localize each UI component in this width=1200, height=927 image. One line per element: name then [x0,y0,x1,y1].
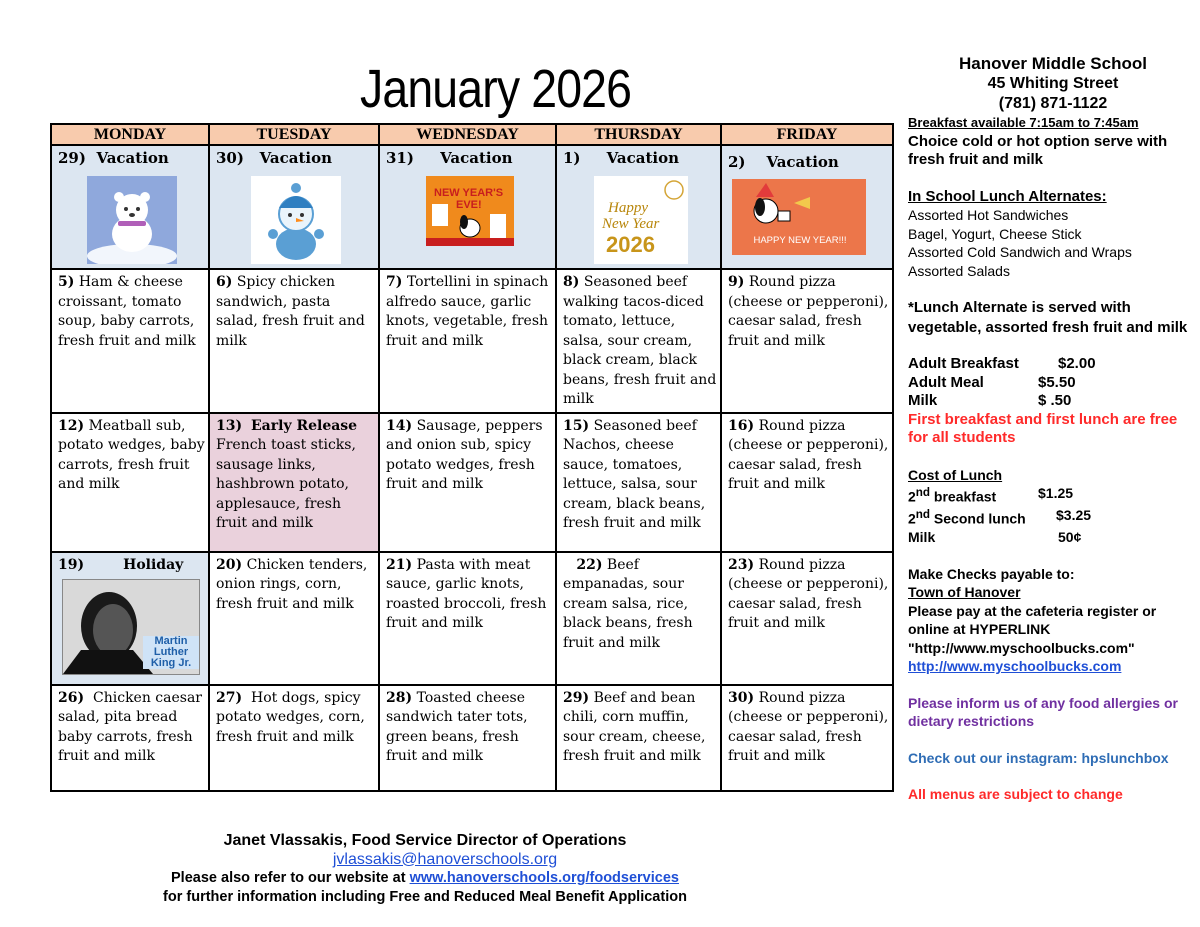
header-wednesday: WEDNESDAY [379,124,556,145]
day-number: 7) [386,274,403,290]
day-cell [51,269,209,413]
price-label: Adult Meal [908,373,984,391]
header-monday: MONDAY [51,124,209,145]
info-sidebar [908,54,1198,804]
menu-text: Round pizza (cheese or pepperoni), caesar salad, fresh fruit and milk [728,417,889,492]
day-cell [721,269,893,413]
cost-label: Milk [908,529,936,546]
menu-change-note: All menus are subject to change [908,786,1123,803]
cost-ordinal: 2 [908,510,916,527]
day-number: 14) [386,417,413,434]
day-cell [51,413,209,552]
checks-note: Make Checks payable to: [908,565,1075,582]
day-number: 2) [728,153,746,171]
day-number: 19) [58,556,85,573]
price-row [908,355,1198,374]
day-number: 5) [58,274,75,290]
director-line: Janet Vlassakis, Food Service Director of Operations [223,832,627,849]
cost-ordinal-suffix: nd [915,508,931,522]
alternate-item: Assorted Salads [908,262,1010,279]
day-number: 22) [576,556,603,573]
day-label: Vacation [766,153,839,171]
day-number: 9) [728,274,745,290]
price-value: $5.50 [1038,373,1076,391]
day-cell [209,685,379,791]
menu-text: Toasted cheese sandwich tater tots, green beans, fresh fruit and milk [386,689,528,764]
week-row [51,552,893,685]
day-number: 23) [728,556,755,573]
day-number: 21) [386,556,413,573]
calendar-title: January 2026 [360,59,632,119]
day-cell [556,145,721,269]
menu-text: Tortellini in spinach alfredo sauce, garlic knots, vegetable, fresh fruit and milk [386,274,549,349]
day-label: Vacation [96,149,169,167]
day-label: Vacation [606,149,680,167]
early-release-label: Early Release [251,417,358,434]
day-cell [379,552,556,685]
day-cell [721,552,893,685]
day-cell [379,145,556,269]
day-cell [379,685,556,791]
week-row [51,685,893,791]
menu-text: French toast sticks, sausage links, hashbrown potato, applesauce, fresh fruit and milk [216,437,356,531]
cost-row [908,484,1198,506]
day-number: 13) [216,417,243,434]
price-value: $2.00 [1058,355,1096,372]
school-phone: (781) 871-1122 [998,95,1108,112]
cost-value: $1.25 [1038,485,1074,501]
free-meals-note: First breakfast and first lunch are free for all students [908,410,1178,446]
menu-text: Ham & cheese croissant, tomato soup, baby carrots, fresh fruit and milk [58,274,196,349]
snowman-icon [251,176,341,264]
myschoolbucks-link[interactable]: http://www.myschoolbucks.com [908,658,1122,675]
menu-text: Round pizza (cheese or pepperoni), caesar salad, fresh fruit and milk [728,556,889,631]
day-cell [721,685,893,791]
instagram-note: Check out our instagram: hpslunchbox [908,749,1169,766]
day-cell [379,269,556,413]
day-cell [51,685,209,791]
week-row [51,413,893,552]
website-prefix: Please also refer to our website at [171,870,410,886]
day-number: 1) [563,149,581,167]
day-number: 6) [216,274,233,290]
happy-new-year-snoopy-image [732,179,866,255]
svg-text:New Year: New Year [601,215,659,232]
town-name: Town of Hanover [908,584,1021,601]
breakfast-hours: Breakfast available 7:15am to 7:45am [908,115,1139,130]
menu-text: Seasoned beef Nachos, cheese sauce, tomatoes, lettuce, salsa, sour cream, black beans, fresh fruit and milk [563,417,706,531]
day-cell [209,145,379,269]
week-row [51,269,893,413]
polar-bear-icon [87,176,177,264]
day-cell [209,552,379,685]
price-row [908,392,1198,411]
benefit-info: for further information including Free and Reduced Meal Benefit Application [163,888,687,905]
cost-heading: Cost of Lunch [908,466,1003,483]
day-cell [379,413,556,552]
day-label: Vacation [440,149,513,167]
holiday-label: Holiday [123,556,184,573]
day-number: 12) [58,417,85,434]
price-label: Milk [908,392,938,409]
early-release-cell [209,413,379,552]
day-number: 29) [58,149,86,167]
mlk-caption-line: Luther [153,646,189,658]
day-cell [721,145,893,269]
choice-note: Choice cold or hot option serve with fresh fruit and milk [908,132,1168,168]
footer [110,832,740,906]
happy-new-year-caption: HAPPY NEW YEAR!!! [753,235,847,246]
header-tuesday: TUESDAY [209,124,379,145]
menu-text: Beef empanadas, sour cream salsa, rice, black beans, fresh fruit and milk [563,556,693,651]
menu-text: Round pizza (cheese or pepperoni), caesar salad, fresh fruit and milk [728,689,889,764]
menu-text: Pasta with meat sauce, garlic knots, roasted broccoli, fresh fruit and milk [386,556,547,631]
weekday-header-row [51,124,893,145]
menu-text: Chicken caesar salad, pita bread baby carrots, fresh fruit and milk [58,689,202,764]
menu-text: Sausage, peppers and onion sub, spicy potato wedges, fresh fruit and milk [386,417,543,492]
alternate-note: *Lunch Alternate is served with vegetable, assorted fresh fruit and milk [908,299,1188,336]
menu-text: Meatball sub, potato wedges, baby carrots, fresh fruit and milk [58,417,205,492]
svg-text:Happy: Happy [607,199,648,216]
cost-label: breakfast [930,488,997,505]
header-friday: FRIDAY [721,124,893,145]
allergy-note: Please inform us of any food allergies or dietary restrictions [908,694,1178,730]
school-name: Hanover Middle School [959,54,1147,73]
mlk-image [62,579,200,675]
day-number: 31) [386,149,414,167]
cost-label: Second lunch [930,510,1026,527]
day-cell [209,269,379,413]
day-number: 30) [216,149,244,167]
day-number: 30) [728,689,755,706]
cost-value: 50¢ [1058,529,1082,546]
day-number: 8) [563,274,580,290]
day-number: 29) [563,689,590,706]
day-number: 16) [728,417,755,434]
menu-text: Seasoned beef walking tacos-diced tomato, lettuce, salsa, sour cream, black cream, black beans, fresh fruit and milk [563,274,717,407]
foodservices-website-link[interactable]: www.hanoverschools.org/foodservices [409,870,679,886]
day-cell [556,552,721,685]
price-row [908,374,1198,393]
svg-text:2026: 2026 [605,231,655,257]
holiday-cell [51,552,209,685]
mlk-caption-line: Martin [154,635,188,647]
menu-text: Spicy chicken sandwich, pasta salad, fresh fruit and milk [216,274,365,349]
day-number: 26) [58,689,85,706]
menu-calendar [50,123,894,792]
week-row [51,145,893,269]
school-address: 45 Whiting Street [987,75,1119,92]
cost-row [908,528,1198,547]
day-number: 15) [563,417,590,434]
day-cell [556,413,721,552]
day-number: 28) [386,689,413,706]
cost-value: $3.25 [1056,507,1092,524]
cost-ordinal-suffix: nd [915,486,931,499]
alternates-heading: In School Lunch Alternates: [908,187,1107,205]
menu-text: Beef and bean chili, corn muffin, sour cream, cheese, fresh fruit and milk [563,689,706,764]
happy-new-year-2026-icon [594,176,688,264]
menu-text: Hot dogs, spicy potato wedges, corn, fresh fruit and milk [216,689,365,745]
cost-row [908,506,1198,528]
day-label: Vacation [259,149,333,167]
day-cell [721,413,893,552]
payment-note: Please pay at the cafeteria register or online at HYPERLINK "http://www.myschoolbucks.com" [908,602,1157,656]
day-cell [556,269,721,413]
price-label: Adult Breakfast [908,355,1019,372]
price-value: $ .50 [1038,392,1072,409]
day-number: 20) [216,556,243,573]
menu-text: Round pizza (cheese or pepperoni), caesar salad, fresh fruit and milk [728,274,889,349]
alternate-item: Bagel, Yogurt, Cheese Stick [908,225,1082,242]
day-cell [556,685,721,791]
svg-text:EVE!: EVE! [455,198,482,211]
cost-ordinal: 2 [908,488,916,505]
menu-text: Chicken tenders, onion rings, corn, fresh fruit and milk [216,556,368,612]
header-thursday: THURSDAY [556,124,721,145]
day-number: 27) [216,689,243,706]
alternate-item: Assorted Cold Sandwich and Wraps [908,244,1132,260]
svg-text:NEW YEAR'S: NEW YEAR'S [433,186,503,199]
new-years-eve-snoopy-icon [426,176,514,246]
director-email-link[interactable]: jvlassakis@hanoverschools.org [332,850,558,868]
mlk-caption-line: King Jr. [150,657,192,669]
day-cell [51,145,209,269]
alternate-item: Assorted Hot Sandwiches [908,207,1069,223]
